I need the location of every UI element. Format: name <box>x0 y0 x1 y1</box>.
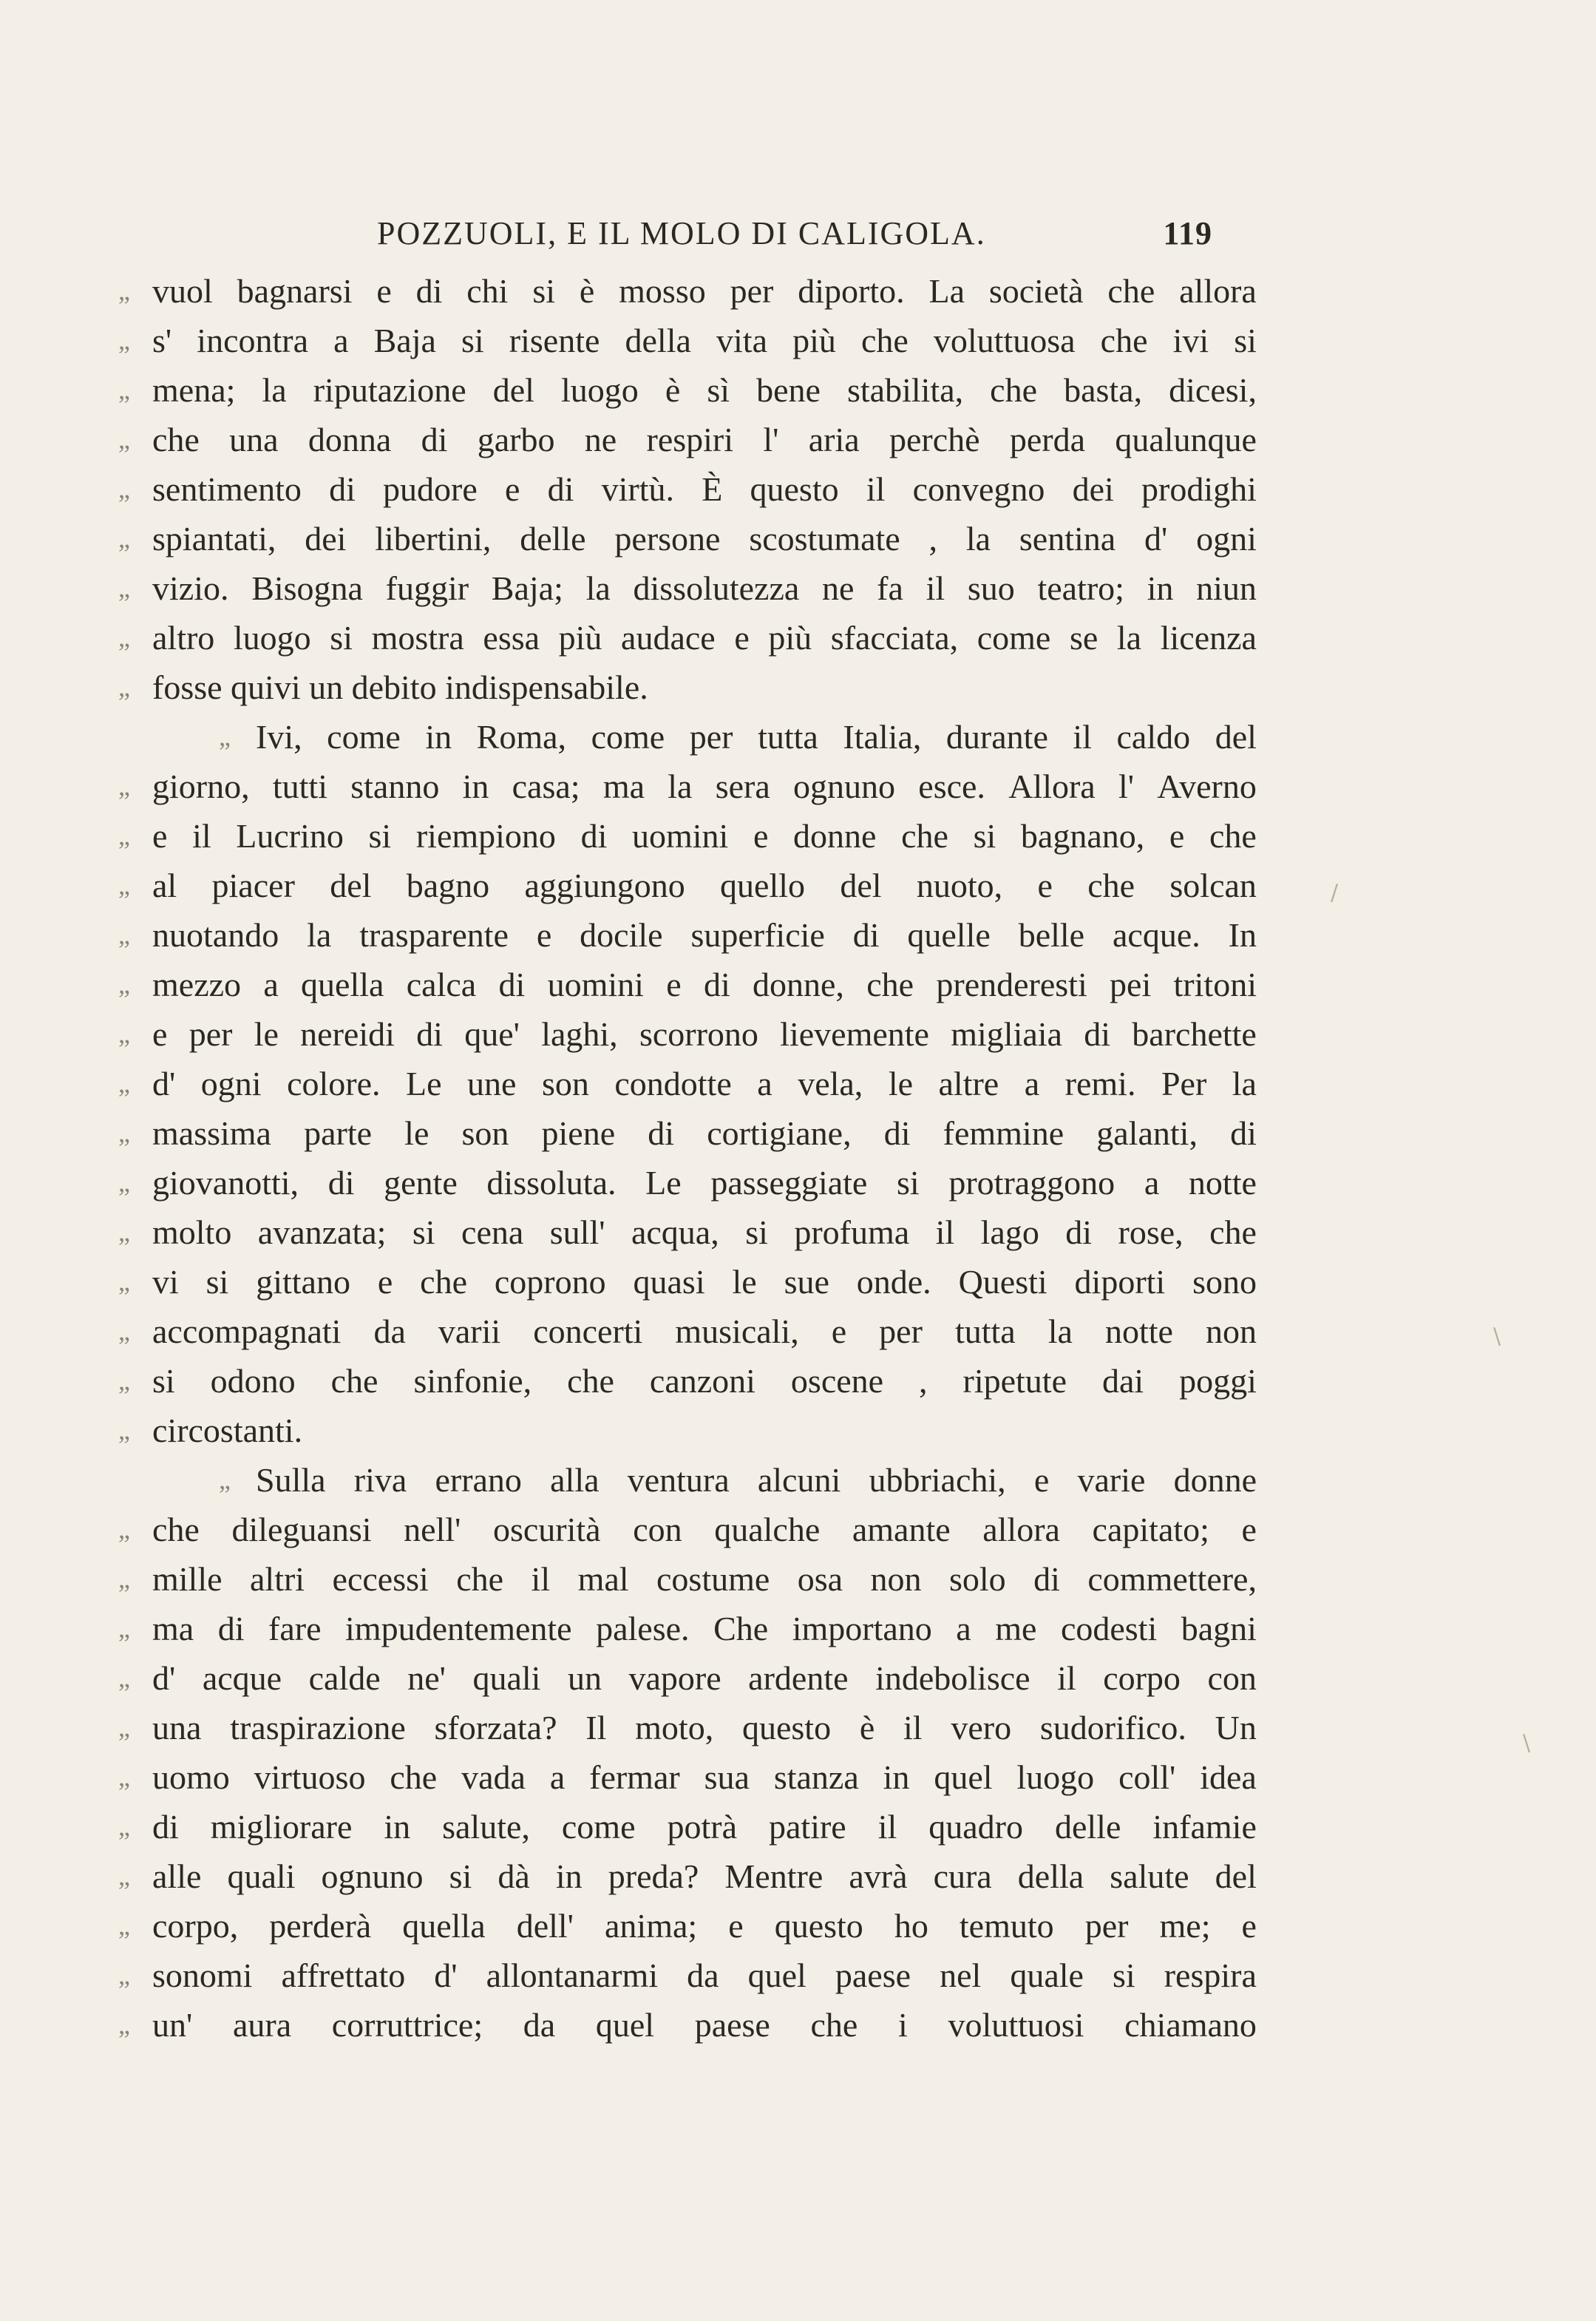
quote-mark: „ <box>118 1514 130 1544</box>
line-text: mille altri eccessi che il mal costume osa non solo di commettere, <box>152 1560 1257 1598</box>
quote-mark: „ <box>118 1068 130 1098</box>
quote-mark: „ <box>118 969 130 999</box>
quote-mark: „ <box>118 1267 130 1296</box>
text-line <box>118 316 1257 365</box>
text-line <box>118 464 1257 514</box>
line-text: s' incontra a Baja si risente della vita più che voluttuosa che ivi si <box>152 322 1257 359</box>
line-text: mena; la riputazione del luogo è sì bene stabilita, che basta, dicesi, <box>152 371 1257 409</box>
line-text: molto avanzata; si cena sull' acqua, si profuma il lago di rose, che <box>152 1213 1257 1251</box>
quote-mark: „ <box>118 375 130 404</box>
text-line <box>118 2000 1257 2050</box>
quote-mark: „ <box>118 821 130 850</box>
line-text: e il Lucrino si riempiono di uomini e donne che si bagnano, e che <box>152 817 1257 855</box>
line-text: che una donna di garbo ne respiri l' aria perchè perda qualunque <box>152 421 1257 458</box>
text-line <box>118 1802 1257 1851</box>
quote-mark: „ <box>118 1217 130 1247</box>
line-text: al piacer del bagno aggiungono quello del nuoto, e che solcan <box>152 867 1257 904</box>
line-text: massima parte le son piene di cortigiane, di femmine galanti, di <box>152 1114 1257 1152</box>
quote-mark: „ <box>118 1564 130 1593</box>
quote-mark: „ <box>118 2010 130 2039</box>
text-line <box>118 1455 1257 1505</box>
quote-mark: „ <box>118 1366 130 1395</box>
quote-mark: „ <box>219 1465 231 1494</box>
text-line <box>118 1108 1257 1158</box>
line-text: Ivi, come in Roma, come per tutta Italia, durante il caldo del <box>256 718 1257 756</box>
line-text: che dileguansi nell' oscurità con qualche amante allora capitato; e <box>152 1511 1257 1548</box>
line-text: Sulla riva errano alla ventura alcuni ubbriachi, e varie donne <box>256 1461 1257 1499</box>
line-text: ma di fare impudentemente palese. Che importano a me codesti bagni <box>152 1610 1257 1647</box>
quote-mark: „ <box>118 524 130 553</box>
line-text: giovanotti, di gente dissoluta. Le passeggiate si protraggono a notte <box>152 1164 1257 1202</box>
text-line <box>118 1703 1257 1752</box>
quote-mark: „ <box>118 1118 130 1148</box>
text-line <box>118 1158 1257 1207</box>
text-line <box>118 712 1257 762</box>
line-text: si odono che sinfonie, che canzoni oscene , ripetute dai poggi <box>152 1362 1257 1400</box>
quote-mark: „ <box>118 771 130 801</box>
line-text: alle quali ognuno si dà in preda? Mentre avrà cura della salute del <box>152 1857 1257 1895</box>
line-text: accompagnati da varii concerti musicali, e per tutta la notte non <box>152 1312 1257 1350</box>
quote-mark: „ <box>118 672 130 702</box>
text-line <box>118 1901 1257 1951</box>
page-header <box>377 214 1212 266</box>
quote-mark: „ <box>118 1812 130 1841</box>
line-text: vi si gittano e che coprono quasi le sue onde. Questi diporti sono <box>152 1263 1257 1301</box>
quote-mark: „ <box>118 1712 130 1742</box>
text-line <box>118 1505 1257 1554</box>
text-line <box>118 1207 1257 1257</box>
text-line <box>118 1009 1257 1059</box>
text-line <box>118 1406 1257 1455</box>
quote-mark: „ <box>118 1316 130 1346</box>
quote-mark: „ <box>118 474 130 504</box>
margin-speck: \ <box>1523 1730 1531 1756</box>
line-text: mezzo a quella calca di uomini e di donne, che prenderesti pei tritoni <box>152 966 1257 1003</box>
line-text: nuotando la trasparente e docile superficie di quelle belle acque. In <box>152 916 1257 954</box>
line-text: altro luogo si mostra essa più audace e più sfacciata, come se la licenza <box>152 619 1257 657</box>
line-text: corpo, perderà quella dell' anima; e questo ho temuto per me; e <box>152 1907 1257 1945</box>
text-line <box>118 1851 1257 1901</box>
quote-mark: „ <box>118 870 130 900</box>
quote-mark: „ <box>118 920 130 949</box>
quote-mark: „ <box>118 573 130 603</box>
text-line <box>118 1356 1257 1406</box>
text-line <box>118 563 1257 613</box>
line-text: d' acque calde ne' quali un vapore ardente indebolisce il corpo con <box>152 1659 1257 1697</box>
page-number: 119 <box>1163 215 1212 251</box>
quote-mark: „ <box>118 325 130 355</box>
text-line <box>118 960 1257 1009</box>
line-text: spiantati, dei libertini, delle persone scostumate , la sentina d' ogni <box>152 520 1257 558</box>
line-text: uomo virtuoso che vada a fermar sua stanza in quel luogo coll' idea <box>152 1758 1257 1796</box>
line-text: fosse quivi un debito indispensabile. <box>152 668 648 706</box>
text-line <box>118 1951 1257 2000</box>
line-text: giorno, tutti stanno in casa; ma la sera ognuno esce. Allora l' Averno <box>152 768 1257 805</box>
text-line <box>118 910 1257 960</box>
margin-speck: \ <box>1493 1324 1501 1349</box>
quote-mark: „ <box>118 1960 130 1990</box>
running-title: POZZUOLI, E IL MOLO DI CALIGOLA. <box>377 215 986 251</box>
quote-mark: „ <box>118 623 130 652</box>
text-line <box>118 1752 1257 1802</box>
line-text: sentimento di pudore e di virtù. È questo il convegno dei prodighi <box>152 470 1257 508</box>
quote-mark: „ <box>118 424 130 454</box>
line-text: un' aura corruttrice; da quel paese che i voluttuosi chiamano <box>152 2006 1257 2044</box>
quote-mark: „ <box>118 276 130 305</box>
line-text: sonomi affrettato d' allontanarmi da quel paese nel quale si respira <box>152 1956 1257 1994</box>
text-line <box>118 514 1257 563</box>
text-line <box>118 266 1257 316</box>
line-text: vizio. Bisogna fuggir Baja; la dissolutezza ne fa il suo teatro; in niun <box>152 569 1257 607</box>
quote-mark: „ <box>118 1019 130 1048</box>
text-line <box>118 1307 1257 1356</box>
text-line <box>118 1554 1257 1604</box>
text-line <box>118 613 1257 663</box>
text-line <box>118 861 1257 910</box>
line-text: di migliorare in salute, come potrà patire il quadro delle infamie <box>152 1808 1257 1846</box>
line-text: una traspirazione sforzata? Il moto, questo è il vero sudorifico. Un <box>152 1709 1257 1746</box>
quote-mark: „ <box>219 722 231 751</box>
quote-mark: „ <box>118 1762 130 1792</box>
text-line <box>118 415 1257 464</box>
text-line <box>118 762 1257 811</box>
quote-mark: „ <box>118 1663 130 1693</box>
quote-mark: „ <box>118 1613 130 1643</box>
line-text: d' ogni colore. Le une son condotte a vela, le altre a remi. Per la <box>152 1065 1257 1102</box>
quote-mark: „ <box>118 1861 130 1891</box>
quote-mark: „ <box>118 1911 130 1940</box>
margin-speck: / <box>1331 880 1339 906</box>
text-line <box>118 811 1257 861</box>
text-line <box>118 1059 1257 1108</box>
text-line <box>118 1604 1257 1653</box>
quote-mark: „ <box>118 1168 130 1197</box>
body-text <box>118 266 1257 2050</box>
text-line <box>118 1653 1257 1703</box>
text-line <box>118 663 1257 712</box>
text-line <box>118 1257 1257 1307</box>
line-text: vuol bagnarsi e di chi si è mosso per diporto. La società che allora <box>152 272 1257 310</box>
text-line <box>118 365 1257 415</box>
line-text: e per le nereidi di que' laghi, scorrono lievemente migliaia di barchette <box>152 1015 1257 1053</box>
line-text: circostanti. <box>152 1412 303 1449</box>
quote-mark: „ <box>118 1415 130 1445</box>
